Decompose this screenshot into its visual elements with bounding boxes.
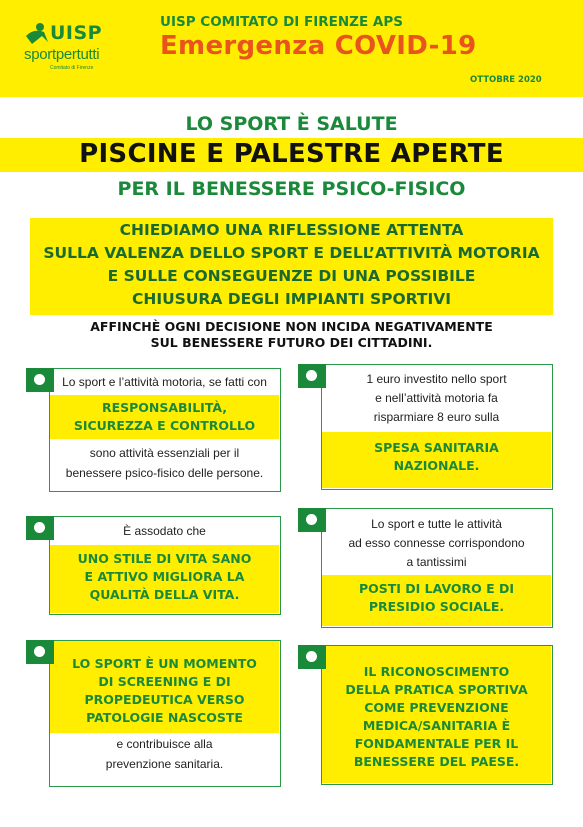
highlight-text: IL RICONOSCIMENTO (363, 664, 510, 679)
runner-icon (22, 22, 52, 46)
card-text: benessere psico-fisico delle persone. (65, 466, 264, 480)
card-riconoscimento (321, 645, 553, 785)
highlight-text: BENESSERE DEL PAESE. (353, 754, 520, 769)
title-line-3: PER IL BENESSERE PSICO-FISICO (117, 178, 466, 200)
highlight-text: NAZIONALE. (393, 458, 480, 473)
card-text: risparmiare 8 euro sulla (373, 410, 500, 424)
highlight-text: POSTI DI LAVORO E DI (358, 581, 515, 596)
highlight-text: DELLA PRATICA SPORTIVA (345, 682, 528, 697)
card-text: a tantissimi (406, 555, 467, 569)
card-stile-di-vita (49, 516, 281, 615)
bullet-icon (298, 645, 326, 669)
card-text: È assodato che (123, 524, 206, 538)
card-text: Lo sport e l’attività motoria, se fatti con (62, 375, 267, 389)
uisp-logo (22, 22, 132, 84)
card-text: e nell’attività motoria fa (375, 391, 498, 405)
card-text: ad esso connesse corrispondono (348, 536, 525, 550)
card-text: e contribuisce alla (116, 737, 213, 751)
highlight-text: E ATTIVO MIGLIORA LA (84, 569, 245, 584)
appeal-line: CHIEDIAMO UNA RIFLESSIONE ATTENTA (119, 221, 464, 239)
date-label: OTTOBRE 2020 (470, 75, 542, 85)
organization-name: UISP COMITATO DI FIRENZE APS (160, 14, 403, 30)
highlight-text: PROPEDEUTICA VERSO (84, 692, 245, 707)
card-responsabilita (49, 368, 281, 492)
affinche-line: SUL BENESSERE FUTURO DEI CITTADINI. (150, 335, 433, 350)
highlight-text: UNO STILE DI VITA SANO (77, 551, 252, 566)
highlight-text: PATOLOGIE NASCOSTE (86, 710, 243, 725)
card-posti-di-lavoro (321, 508, 553, 628)
title-line-2: PISCINE E PALESTRE APERTE (79, 139, 504, 169)
appeal-line: SULLA VALENZA DELLO SPORT E DELL’ATTIVITÀ MOTORIA (43, 244, 540, 262)
highlight-text: SPESA SANITARIA (374, 440, 499, 455)
affinche-line: AFFINCHÈ OGNI DECISIONE NON INCIDA NEGATIVAMENTE (90, 319, 493, 334)
highlight-text: SICUREZZA E CONTROLLO (73, 418, 256, 433)
logo-text: UISP (50, 22, 103, 44)
bullet-icon (26, 368, 54, 392)
highlight-text: FONDAMENTALE PER IL (354, 736, 519, 751)
card-text: 1 euro investito nello sport (366, 372, 507, 386)
title-line-1: LO SPORT È SALUTE (185, 113, 398, 135)
card-spesa-sanitaria (321, 364, 553, 490)
highlight-text: RESPONSABILITÀ, (101, 400, 228, 415)
appeal-line: CHIUSURA DEGLI IMPIANTI SPORTIVI (131, 290, 452, 308)
bullet-icon (298, 508, 326, 532)
highlight-text: PRESIDIO SOCIALE. (368, 599, 505, 614)
bullet-icon (26, 640, 54, 664)
logo-subtitle: sportpertutti (24, 46, 100, 63)
card-text: prevenzione sanitaria. (105, 757, 224, 771)
card-text: sono attività essenziali per il (89, 446, 240, 460)
bullet-icon (298, 364, 326, 388)
appeal-line: E SULLE CONSEGUENZE DI UNA POSSIBILE (107, 267, 476, 285)
highlight-text: DI SCREENING E DI (98, 674, 231, 689)
card-screening (49, 640, 281, 787)
highlight-text: LO SPORT È UN MOMENTO (72, 656, 257, 671)
emergency-title: Emergenza COVID-19 (160, 31, 477, 61)
highlight-text: COME PREVENZIONE (364, 700, 509, 715)
logo-small-text: Comitato di Firenze (50, 65, 94, 71)
card-text: Lo sport e tutte le attività (371, 517, 502, 531)
highlight-text: MEDICA/SANITARIA È (362, 718, 511, 733)
highlight-text: QUALITÀ DELLA VITA. (89, 587, 240, 602)
bullet-icon (26, 516, 54, 540)
